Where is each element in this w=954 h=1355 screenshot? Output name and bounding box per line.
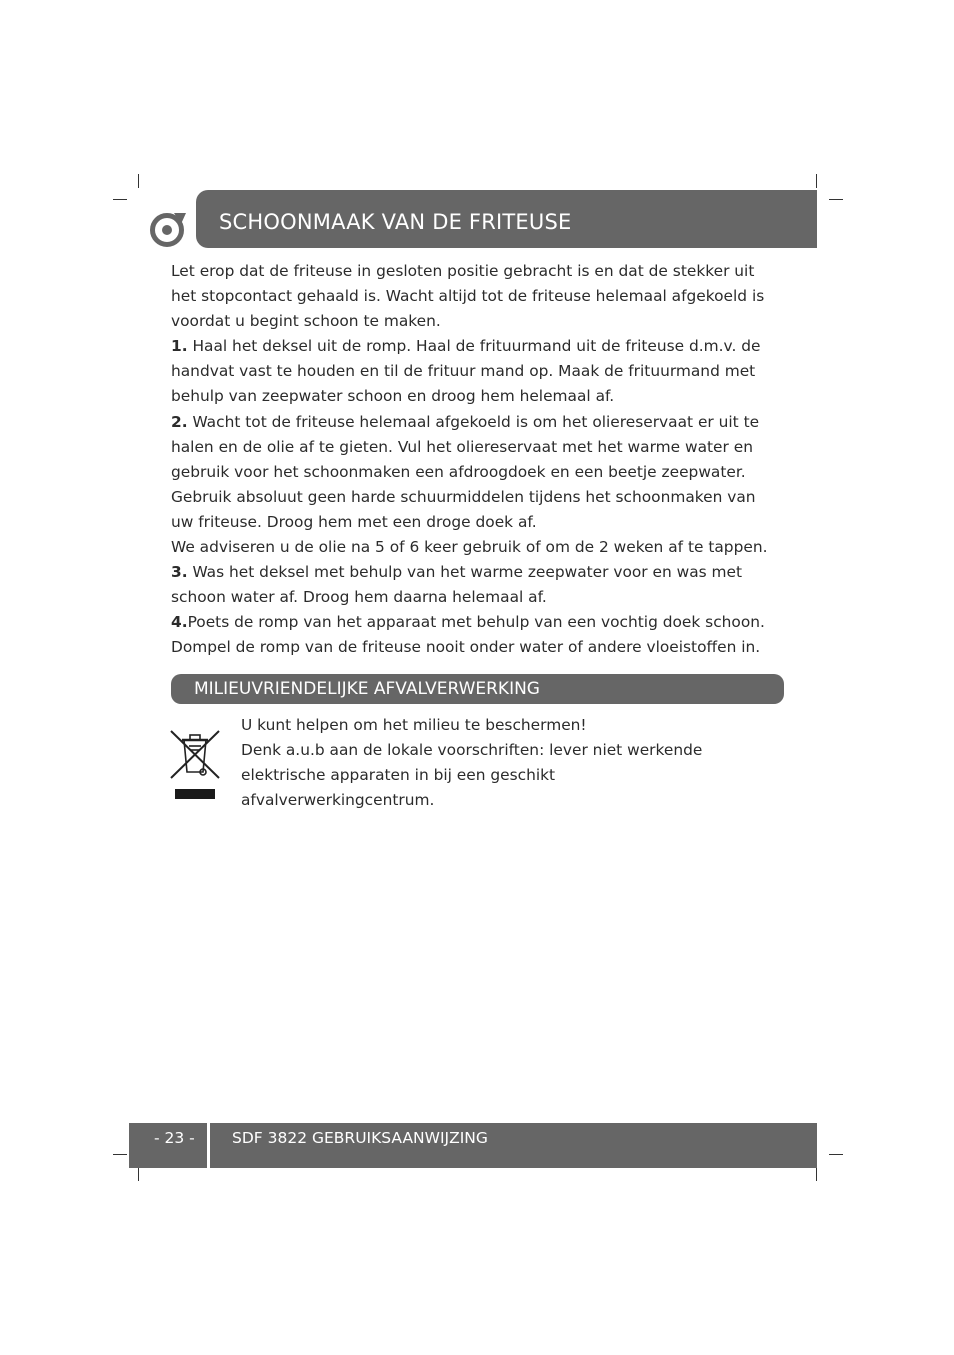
step-1-line: handvat vast te houden en til de frituur mand op. Maak de frituurmand met xyxy=(171,362,756,381)
intro-line: voordat u begint schoon te maken. xyxy=(171,312,441,331)
step-text: Poets de romp van het apparaat met behulp van een vochtig doek schoon. xyxy=(187,613,765,632)
environment-heading-bar xyxy=(171,674,784,704)
step-4-line xyxy=(171,610,785,635)
step-2-line: gebruik voor het schoonmaken een afdroogdoek en een beetje zeepwater. xyxy=(171,462,746,481)
crop-mark xyxy=(816,1167,817,1181)
crop-mark xyxy=(829,1154,843,1155)
environment-line: elektrische apparaten in bij een geschikt xyxy=(241,766,556,785)
step-1-line xyxy=(171,334,785,359)
crop-mark xyxy=(113,199,127,200)
step-number: 3. xyxy=(171,563,188,582)
page-number: - 23 - xyxy=(154,1129,195,1147)
step-number: 1. xyxy=(171,337,188,356)
step-3-line xyxy=(171,560,785,585)
step-text: Was het deksel met behulp van het warme zeepwater voor en was met xyxy=(187,563,743,582)
intro-line: Let erop dat de friteuse in gesloten positie gebracht is en dat de stekker uit xyxy=(171,262,755,280)
crop-mark xyxy=(816,174,817,188)
step-number: 2. xyxy=(171,412,188,431)
environment-text xyxy=(241,713,761,813)
step-4-line: Dompel de romp van de friteuse nooit onder water of andere vloeistoffen in. xyxy=(171,638,761,657)
cleaning-instructions xyxy=(171,259,785,661)
environment-line: U kunt helpen om het milieu te beschermen! xyxy=(241,716,587,734)
step-text: Haal het deksel uit de romp. Haal de frituurmand uit de friteuse d.m.v. de xyxy=(187,337,761,356)
environment-heading: MILIEUVRIENDELIJKE AFVALVERWERKING xyxy=(194,679,540,699)
crop-mark xyxy=(138,1167,139,1181)
crop-mark xyxy=(829,199,843,200)
section-title-bar xyxy=(196,190,817,248)
intro-line: het stopcontact gehaald is. Wacht altijd tot de friteuse helemaal afgekoeld is xyxy=(171,287,765,306)
step-2-line: Gebruik absoluut geen harde schuurmiddelen tijdens het schoonmaken van xyxy=(171,487,756,506)
page-title: SCHOONMAAK VAN DE FRITEUSE xyxy=(219,210,572,234)
step-2-line xyxy=(171,410,785,435)
step-2-line: halen en de olie af te gieten. Vul het oliereservaat met het warme water en xyxy=(171,437,753,456)
step-2-line: We adviseren u de olie na 5 of 6 keer gebruik of om de 2 weken af te tappen. xyxy=(171,538,768,557)
environment-line: Denk a.u.b aan de lokale voorschriften: lever niet werkende xyxy=(241,741,703,760)
step-text: Wacht tot de friteuse helemaal afgekoeld is om het oliereservaat er uit te xyxy=(187,412,760,431)
step-2-line: uw friteuse. Droog hem met een droge doek af. xyxy=(171,512,537,531)
footer-page-box xyxy=(129,1123,207,1168)
step-3-line: schoon water af. Droog hem daarna helemaal af. xyxy=(171,588,547,607)
brand-logo-icon xyxy=(148,210,188,248)
footer-title-box xyxy=(210,1123,817,1168)
step-1-line: behulp van zeepwater schoon en droog hem helemaal af. xyxy=(171,387,615,406)
crop-mark xyxy=(113,1154,127,1155)
crossed-out-wheelie-bin-icon xyxy=(168,728,222,802)
crop-mark xyxy=(138,174,139,188)
environment-line: afvalverwerkingcentrum. xyxy=(241,791,435,810)
step-number: 4. xyxy=(171,613,188,632)
manual-title: SDF 3822 GEBRUIKSAANWIJZING xyxy=(232,1129,488,1147)
